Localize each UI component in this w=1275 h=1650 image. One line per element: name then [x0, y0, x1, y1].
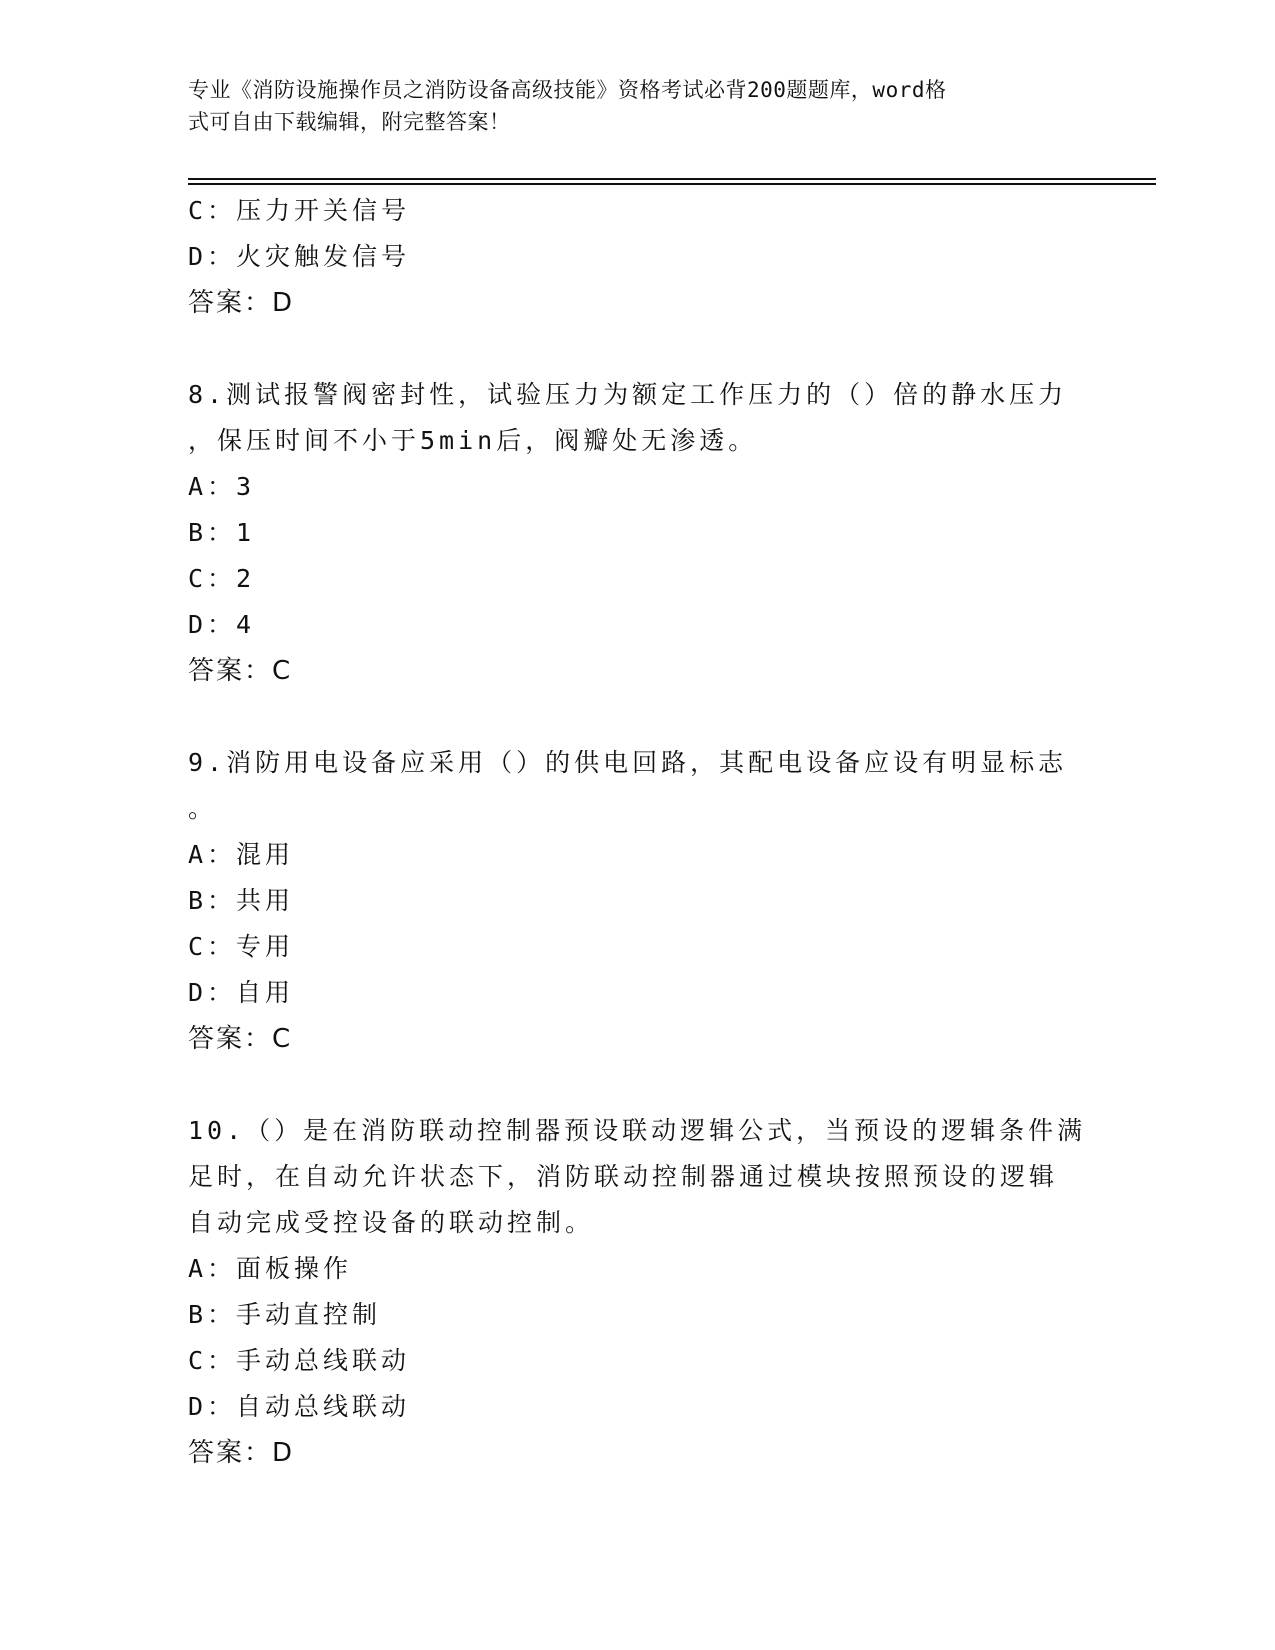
- spacer: [188, 326, 1088, 372]
- answer-line: 答案：D: [188, 1438, 295, 1468]
- option-a: A：混用: [188, 840, 295, 869]
- option-b: B：1: [188, 518, 256, 547]
- question-9: [188, 740, 1088, 1062]
- option-d: D：自动总线联动: [188, 1392, 411, 1421]
- spacer: [188, 1062, 1088, 1108]
- option-c: C：2: [188, 564, 256, 593]
- question-text: ，保压时间不小于5min后，阀瓣处无渗透。: [188, 426, 758, 455]
- question-8: [188, 372, 1088, 694]
- option-d: D：自用: [188, 978, 295, 1007]
- question-continued: [188, 188, 1088, 326]
- spacer: [188, 694, 1088, 740]
- question-text: 9.消防用电设备应采用（）的供电回路，其配电设备应设有明显标志: [188, 748, 1068, 777]
- option-b: B：共用: [188, 886, 295, 915]
- header-line: 专业《消防设施操作员之消防设备高级技能》资格考试必背200题题库，word格: [188, 78, 947, 102]
- document-header: [188, 74, 1068, 138]
- header-divider: [188, 183, 1156, 185]
- question-text: 足时，在自动允许状态下，消防联动控制器通过模块按照预设的逻辑: [188, 1162, 1059, 1191]
- question-10: [188, 1108, 1088, 1476]
- answer-line: 答案：D: [188, 288, 295, 318]
- answer-line: 答案：C: [188, 656, 293, 686]
- question-text: 。: [188, 794, 218, 823]
- question-text: 10.（）是在消防联动控制器预设联动逻辑公式，当预设的逻辑条件满: [188, 1116, 1087, 1145]
- option-d: D：4: [188, 610, 256, 639]
- question-list: [188, 188, 1088, 1476]
- option-a: A：面板操作: [188, 1254, 353, 1283]
- option-a: A：3: [188, 472, 256, 501]
- option-d: D：火灾触发信号: [188, 242, 411, 271]
- answer-line: 答案：C: [188, 1024, 293, 1054]
- header-divider: [188, 178, 1156, 180]
- header-line: 式可自由下载编辑，附完整答案！: [188, 110, 511, 134]
- option-c: C：专用: [188, 932, 295, 961]
- question-text: 自动完成受控设备的联动控制。: [188, 1208, 595, 1237]
- option-b: B：手动直控制: [188, 1300, 382, 1329]
- option-c: C：手动总线联动: [188, 1346, 411, 1375]
- option-c: C：压力开关信号: [188, 196, 411, 225]
- question-text: 8.测试报警阀密封性，试验压力为额定工作压力的（）倍的静水压力: [188, 380, 1068, 409]
